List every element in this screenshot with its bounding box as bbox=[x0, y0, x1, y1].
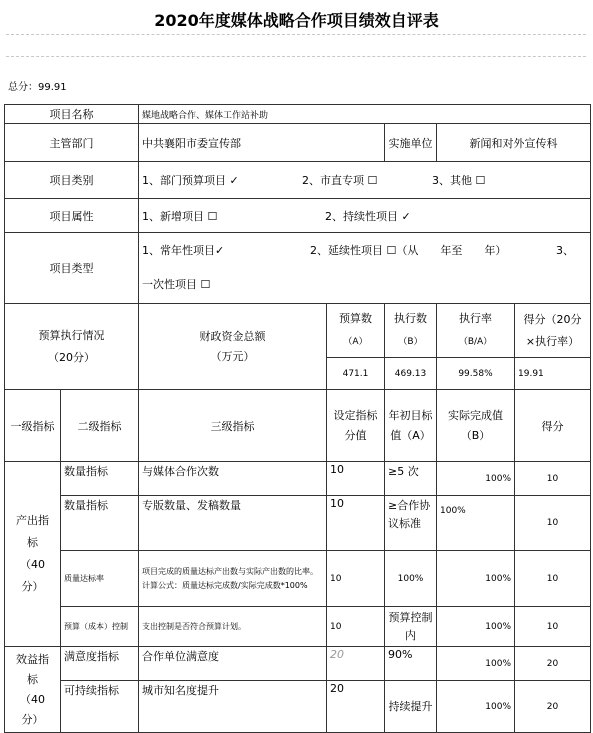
divider bbox=[6, 56, 586, 57]
row-set-score: 10 bbox=[327, 496, 385, 551]
row-level2: 预算（成本）控制 bbox=[61, 607, 139, 647]
actual-header: 实际完成值（B） bbox=[437, 390, 515, 462]
dept-label: 主管部门 bbox=[5, 124, 139, 162]
row-set-score: 10 bbox=[327, 607, 385, 647]
type-options bbox=[139, 233, 591, 304]
row-target: ≥5 次 bbox=[385, 462, 437, 496]
category-label: 项目类别 bbox=[5, 162, 139, 199]
score-header: 得分 bbox=[515, 390, 591, 462]
row-score: 10 bbox=[515, 496, 591, 551]
row-score: 10 bbox=[515, 607, 591, 647]
budget-score-col-sub: ×执行率） bbox=[525, 334, 580, 348]
benefit-group-label bbox=[5, 647, 61, 733]
row-score: 20 bbox=[515, 681, 591, 733]
row-score: 20 bbox=[515, 647, 591, 681]
table-row bbox=[5, 496, 591, 551]
category-option-dept-budget: 1、部门预算项目 ✓ bbox=[142, 174, 239, 187]
output-group-line1: 产出指 bbox=[16, 514, 49, 527]
row-actual: 100% bbox=[437, 681, 515, 733]
output-group-line3: （40 bbox=[20, 558, 45, 571]
row-level3: 项目完成的质量达标产出数与实际产出数的比率。计算公式：质量达标完成数/实际完成数*100% bbox=[139, 551, 327, 607]
attr-label: 项目属性 bbox=[5, 199, 139, 233]
table-row bbox=[5, 607, 591, 647]
row-score: 10 bbox=[515, 462, 591, 496]
benefit-group-line3: （40 bbox=[20, 692, 45, 706]
level1-header: 一级指标 bbox=[5, 390, 61, 462]
row-level2: 满意度指标 bbox=[61, 647, 139, 681]
row-level3: 城市知名度提升 bbox=[139, 681, 327, 733]
attr-option-new: 1、新增项目 ☐ bbox=[142, 209, 218, 223]
impl-value: 新闻和对外宣传科 bbox=[437, 124, 591, 162]
benefit-group-line4: 分） bbox=[21, 712, 44, 726]
target-header: 年初目标值（A） bbox=[385, 390, 437, 462]
output-group-label bbox=[5, 462, 61, 647]
output-group-line2: 标 bbox=[27, 536, 38, 549]
budget-label-cell bbox=[5, 304, 139, 390]
row-set-score: 10 bbox=[327, 462, 385, 496]
attr-options bbox=[139, 199, 591, 233]
funds-label-cell bbox=[139, 304, 327, 390]
budget-col-label: 预算数 bbox=[339, 312, 372, 325]
type-option-onetime: 一次性项目 ☐ bbox=[142, 278, 211, 291]
row-actual: 100% bbox=[437, 462, 515, 496]
exec-col-sub: （B） bbox=[398, 337, 423, 347]
divider bbox=[6, 34, 586, 35]
row-target: 持续提升 bbox=[385, 681, 437, 733]
budget-label: 预算执行情况 bbox=[38, 328, 105, 342]
budget-score-col-label: 得分（20分 bbox=[523, 312, 582, 326]
row-target: 预算控制内 bbox=[385, 607, 437, 647]
rate-col-label: 执行率 bbox=[459, 312, 492, 325]
row-level3: 专版数量、发稿数量 bbox=[139, 496, 327, 551]
dept-value: 中共襄阳市委宣传部 bbox=[139, 124, 385, 162]
set-score-header: 设定指标分值 bbox=[327, 390, 385, 462]
rate-col-header bbox=[437, 304, 515, 358]
rate-value: 99.58% bbox=[437, 358, 515, 390]
exec-value: 469.13 bbox=[385, 358, 437, 390]
form-title: 2020年度媒体战略合作项目绩效自评表 bbox=[154, 11, 439, 30]
exec-col-label: 执行数 bbox=[394, 312, 427, 325]
row-level3: 与媒体合作次数 bbox=[139, 462, 327, 496]
total-score: 总分：99.91 bbox=[8, 82, 67, 93]
budget-col-header bbox=[327, 304, 385, 358]
row-level3: 支出控制是否符合预算计划。 bbox=[139, 607, 327, 647]
budget-score-value: 19.91 bbox=[515, 358, 591, 390]
type-option-3: 3、 bbox=[556, 244, 574, 257]
row-score: 10 bbox=[515, 551, 591, 607]
funds-label: 财政资金总额 bbox=[199, 329, 266, 343]
level3-header: 三级指标 bbox=[139, 390, 327, 462]
type-option-annual: 1、常年性项目✓ bbox=[142, 244, 225, 257]
project-name-value: 媒地战略合作、媒体工作站补助 bbox=[139, 105, 591, 124]
table-row bbox=[5, 462, 591, 496]
output-group-line4: 分） bbox=[21, 580, 44, 593]
row-target: 100% bbox=[385, 551, 437, 607]
row-level2: 数量指标 bbox=[61, 462, 139, 496]
row-level2: 数量指标 bbox=[61, 496, 139, 551]
evaluation-table bbox=[4, 104, 591, 733]
row-set-score: 20 bbox=[327, 647, 385, 681]
budget-score-col-header bbox=[515, 304, 591, 358]
row-target: 90% bbox=[385, 647, 437, 681]
row-actual: 100% bbox=[437, 496, 515, 551]
table-row bbox=[5, 681, 591, 733]
benefit-group-line2: 标 bbox=[27, 672, 38, 686]
budget-label-sub: （20分） bbox=[48, 350, 95, 364]
impl-label: 实施单位 bbox=[385, 124, 437, 162]
level2-header: 二级指标 bbox=[61, 390, 139, 462]
row-level2: 质量达标率 bbox=[61, 551, 139, 607]
benefit-group-line1: 效益指 bbox=[16, 652, 49, 666]
funds-label-sub: （万元） bbox=[210, 349, 255, 363]
row-set-score: 10 bbox=[327, 551, 385, 607]
row-level2: 可持续指标 bbox=[61, 681, 139, 733]
row-actual: 100% bbox=[437, 551, 515, 607]
row-actual: 100% bbox=[437, 607, 515, 647]
table-row bbox=[5, 551, 591, 607]
row-actual: 100% bbox=[437, 647, 515, 681]
project-name-label: 项目名称 bbox=[5, 105, 139, 124]
type-option-extended: 2、延续性项目 ☐（从 年至 年） bbox=[310, 244, 507, 257]
table-row bbox=[5, 647, 591, 681]
budget-col-sub: （A） bbox=[343, 337, 368, 347]
row-set-score: 20 bbox=[327, 681, 385, 733]
row-target: ≥合作协议标准 bbox=[385, 496, 437, 551]
category-option-city-special: 2、市直专项 ☐ bbox=[302, 174, 378, 187]
rate-col-sub: （B/A） bbox=[458, 337, 493, 347]
type-label: 项目类型 bbox=[5, 233, 139, 304]
budget-value: 471.1 bbox=[327, 358, 385, 390]
category-option-other: 3、其他 ☐ bbox=[432, 174, 486, 187]
category-options bbox=[139, 162, 591, 199]
row-level3: 合作单位满意度 bbox=[139, 647, 327, 681]
attr-option-continuing: 2、持续性项目 ✓ bbox=[325, 209, 411, 223]
exec-col-header bbox=[385, 304, 437, 358]
